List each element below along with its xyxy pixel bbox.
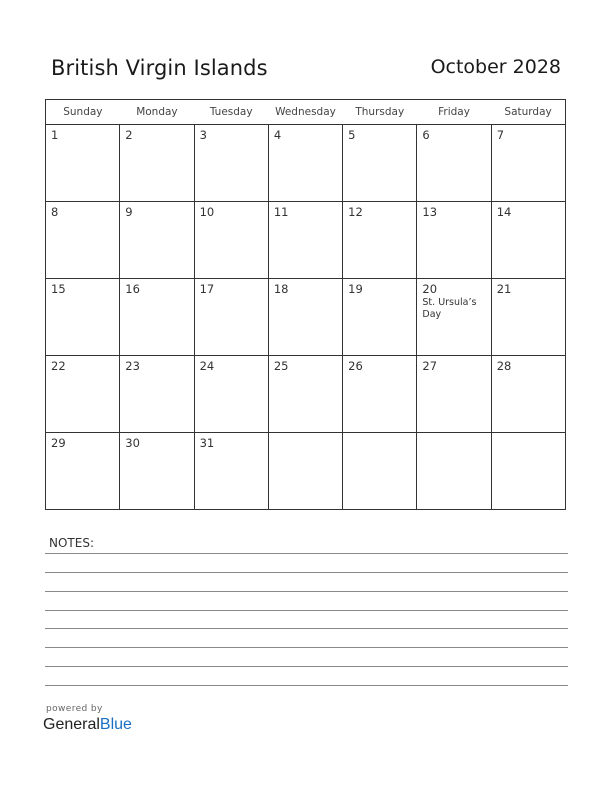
note-line — [45, 628, 568, 629]
notes-label: NOTES: — [49, 536, 94, 550]
month-year: October 2028 — [430, 56, 561, 78]
day-cell — [491, 279, 565, 356]
day-cell — [491, 433, 565, 510]
day-cell — [491, 125, 565, 202]
day-cell — [46, 279, 120, 356]
day-number: 28 — [496, 359, 512, 373]
day-cell — [417, 433, 491, 510]
day-cell — [417, 279, 491, 356]
powered-by-text: powered by — [46, 704, 103, 714]
day-cell — [268, 433, 342, 510]
day-cell — [343, 202, 417, 279]
note-line — [45, 572, 568, 573]
day-cell — [194, 433, 268, 510]
logo-blue-text: Blue — [99, 716, 132, 733]
day-cell — [46, 202, 120, 279]
day-cell — [417, 125, 491, 202]
day-cell — [268, 202, 342, 279]
day-number: 7 — [496, 128, 505, 142]
day-number: 23 — [125, 359, 140, 373]
day-cell — [343, 433, 417, 510]
day-number: 17 — [199, 282, 215, 296]
weekday-header-row — [46, 100, 566, 125]
day-cell — [194, 279, 268, 356]
calendar-grid — [45, 99, 566, 510]
day-number: 25 — [273, 359, 289, 373]
day-number: 10 — [199, 205, 215, 219]
day-cell — [194, 356, 268, 433]
generalblue-logo — [43, 716, 132, 734]
day-number: 2 — [125, 128, 133, 142]
day-number: 12 — [348, 205, 363, 219]
day-number: 22 — [51, 359, 66, 373]
weekday-thursday: Thursday — [343, 100, 417, 125]
day-number: 16 — [125, 282, 140, 296]
weekday-wednesday: Wednesday — [268, 100, 342, 125]
week-row — [46, 433, 566, 510]
day-number: 29 — [51, 436, 66, 450]
day-number: 19 — [348, 282, 363, 296]
weekday-tuesday: Tuesday — [194, 100, 268, 125]
day-number: 26 — [348, 359, 363, 373]
day-number: 11 — [273, 205, 289, 219]
day-cell — [343, 125, 417, 202]
day-number: 18 — [273, 282, 289, 296]
day-number: 27 — [422, 359, 438, 373]
week-row — [46, 356, 566, 433]
weekday-monday: Monday — [120, 100, 194, 125]
day-number: 13 — [422, 205, 438, 219]
day-cell — [343, 356, 417, 433]
day-number: 4 — [273, 128, 282, 142]
day-cell — [343, 279, 417, 356]
day-cell — [46, 356, 120, 433]
day-number: 21 — [496, 282, 512, 296]
day-number: 8 — [51, 205, 59, 219]
day-cell — [120, 202, 194, 279]
logo-general-text: General — [43, 716, 100, 733]
holiday-label: St. Ursula’s Day — [422, 297, 477, 320]
day-number: 6 — [422, 128, 430, 142]
day-cell — [120, 279, 194, 356]
day-cell — [194, 202, 268, 279]
weekday-friday: Friday — [417, 100, 491, 125]
weekday-sunday: Sunday — [46, 100, 120, 125]
day-number: 9 — [125, 205, 133, 219]
day-cell — [194, 125, 268, 202]
day-cell — [491, 202, 565, 279]
day-cell — [491, 356, 565, 433]
day-number: 5 — [348, 128, 356, 142]
week-row — [46, 125, 566, 202]
page-title: British Virgin Islands — [51, 56, 268, 80]
day-number: 24 — [199, 359, 215, 373]
day-cell — [268, 279, 342, 356]
note-line — [45, 647, 568, 648]
day-number: 1 — [51, 128, 59, 142]
note-line — [45, 685, 568, 686]
day-number: 14 — [496, 205, 512, 219]
day-cell — [268, 125, 342, 202]
note-line — [45, 610, 568, 611]
day-cell — [46, 433, 120, 510]
note-line — [45, 553, 568, 554]
day-number: 31 — [199, 436, 215, 450]
day-cell — [417, 356, 491, 433]
weekday-saturday: Saturday — [491, 100, 565, 125]
day-cell — [46, 125, 120, 202]
day-cell — [268, 356, 342, 433]
note-line — [45, 666, 568, 667]
day-number: 20 — [422, 282, 438, 296]
day-cell — [417, 202, 491, 279]
note-line — [45, 591, 568, 592]
week-row — [46, 279, 566, 356]
day-cell — [120, 356, 194, 433]
day-number: 3 — [199, 128, 207, 142]
day-number: 15 — [51, 282, 66, 296]
day-cell — [120, 433, 194, 510]
day-cell — [120, 125, 194, 202]
week-row — [46, 202, 566, 279]
day-number: 30 — [125, 436, 140, 450]
